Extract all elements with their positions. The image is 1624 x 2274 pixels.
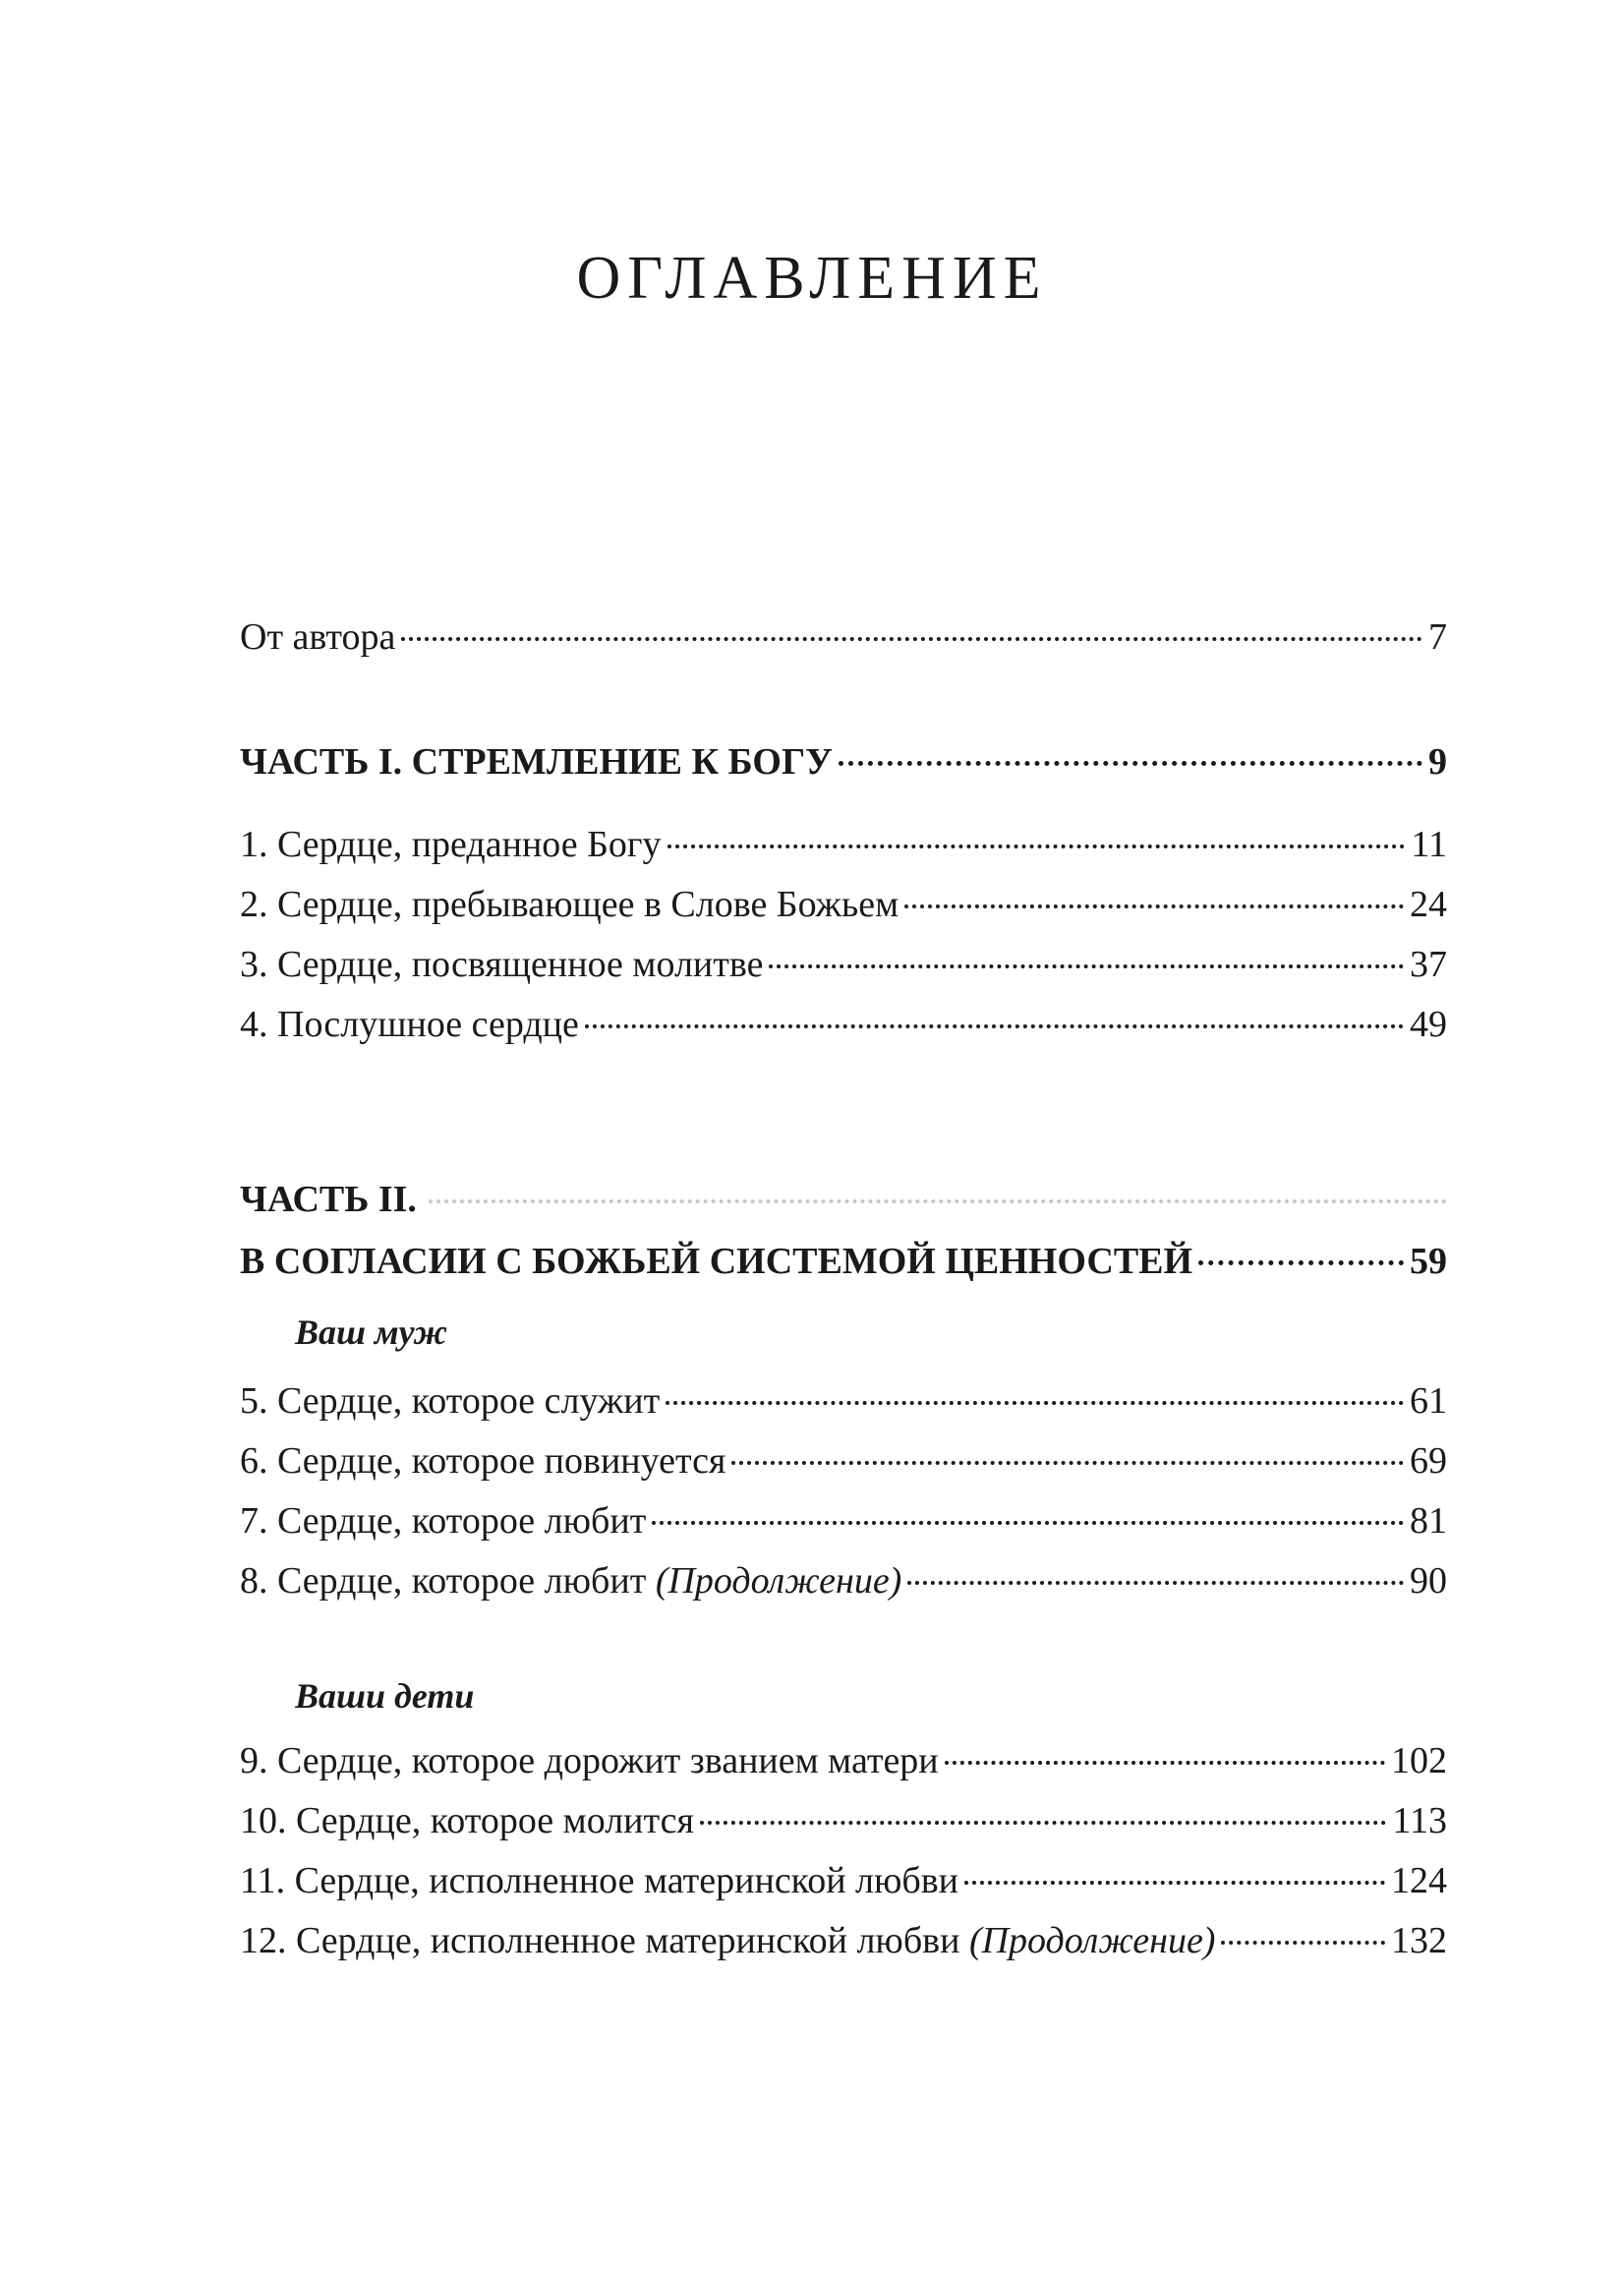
dot-leader (945, 1761, 1385, 1765)
toc-page-number: 124 (1391, 1860, 1447, 1901)
dot-leader (666, 1401, 1404, 1405)
toc-entry-1[interactable] (240, 820, 1447, 869)
toc-part-2[interactable] (240, 1237, 1447, 1286)
toc-page-number: 90 (1410, 1560, 1447, 1602)
toc-entry-label (240, 1916, 1215, 1965)
dot-leader (401, 637, 1422, 641)
toc-entry-3[interactable] (240, 940, 1447, 989)
toc-entry-7[interactable] (240, 1496, 1447, 1545)
toc-page-number: 132 (1391, 1920, 1447, 1961)
toc-entry-intro[interactable] (240, 612, 1447, 662)
dot-leader (769, 964, 1404, 968)
toc-entry-label: 7. Сердце, которое любит (240, 1500, 647, 1542)
dot-leader (904, 904, 1404, 908)
toc-part-1[interactable] (240, 737, 1447, 787)
toc-entry-label: 2. Сердце, пребывающее в Слове Божьем (240, 884, 899, 925)
toc-entry-label: 5. Сердце, которое служит (240, 1380, 661, 1422)
toc-entry-11[interactable] (240, 1856, 1447, 1905)
toc-page-number: 24 (1410, 884, 1447, 925)
toc-entry-4[interactable] (240, 1000, 1447, 1049)
toc-entry-label: 3. Сердце, посвященное молитве (240, 944, 764, 985)
toc-page-number: 49 (1410, 1004, 1447, 1045)
part-title: ЧАСТЬ II. (240, 1179, 417, 1220)
section-heading-husband: Ваш муж (295, 1312, 448, 1352)
toc-page-number: 81 (1410, 1500, 1447, 1542)
toc-page-number: 37 (1410, 944, 1447, 985)
dot-leader (1221, 1941, 1385, 1945)
toc-entry-10[interactable] (240, 1796, 1447, 1845)
toc-entry-5[interactable] (240, 1376, 1447, 1426)
continuation-note: (Продолжение) (655, 1560, 902, 1602)
toc-entry-2[interactable] (240, 880, 1447, 929)
toc-page-number: 9 (1428, 741, 1447, 783)
toc-page-number: 11 (1411, 824, 1447, 865)
toc-page-number: 61 (1410, 1380, 1447, 1422)
part-title: ЧАСТЬ I. СТРЕМЛЕНИЕ К БОГУ (240, 741, 834, 783)
dot-leader (839, 761, 1422, 766)
toc-entry-label: 9. Сердце, которое дорожит званием матери (240, 1740, 939, 1781)
toc-entry-text: 12. Сердце, исполненное материнской любви (240, 1920, 960, 1961)
toc-page-number: 7 (1428, 616, 1447, 658)
dot-leader (1198, 1260, 1404, 1265)
dot-leader (907, 1581, 1404, 1585)
continuation-note: (Продолжение) (968, 1920, 1216, 1961)
toc-entry-text: 8. Сердце, которое любит (240, 1560, 647, 1602)
toc-entry-label: 10. Сердце, которое молится (240, 1800, 694, 1841)
toc-entry-label: 6. Сердце, которое повинуется (240, 1440, 726, 1482)
dot-leader (429, 1199, 1447, 1203)
toc-entry-label (240, 1556, 901, 1605)
toc-page-number: 113 (1392, 1800, 1447, 1841)
toc-page-number: 59 (1410, 1241, 1447, 1282)
section-heading-children: Ваши дети (295, 1676, 475, 1716)
toc-entry-label: 4. Послушное сердце (240, 1004, 579, 1045)
toc-part-2-line1 (240, 1175, 1447, 1224)
dot-leader (667, 845, 1406, 848)
dot-leader (700, 1821, 1386, 1825)
toc-entry-8[interactable] (240, 1556, 1447, 1605)
toc-entry-6[interactable] (240, 1436, 1447, 1486)
toc-page-number: 102 (1391, 1740, 1447, 1781)
page-title: ОГЛАВЛЕНИЕ (576, 245, 1048, 312)
part-title: В СОГЛАСИИ С БОЖЬЕЙ СИСТЕМОЙ ЦЕННОСТЕЙ (240, 1241, 1193, 1282)
toc-entry-label: От автора (240, 616, 396, 658)
toc-entry-label: 11. Сердце, исполненное материнской любви (240, 1860, 959, 1901)
toc-entry-label: 1. Сердце, преданное Богу (240, 824, 662, 865)
toc-entry-9[interactable] (240, 1736, 1447, 1785)
dot-leader (585, 1024, 1404, 1028)
dot-leader (652, 1521, 1404, 1525)
toc-entry-12[interactable] (240, 1916, 1447, 1965)
toc-page-number: 69 (1410, 1440, 1447, 1482)
dot-leader (964, 1881, 1385, 1885)
dot-leader (731, 1461, 1404, 1465)
